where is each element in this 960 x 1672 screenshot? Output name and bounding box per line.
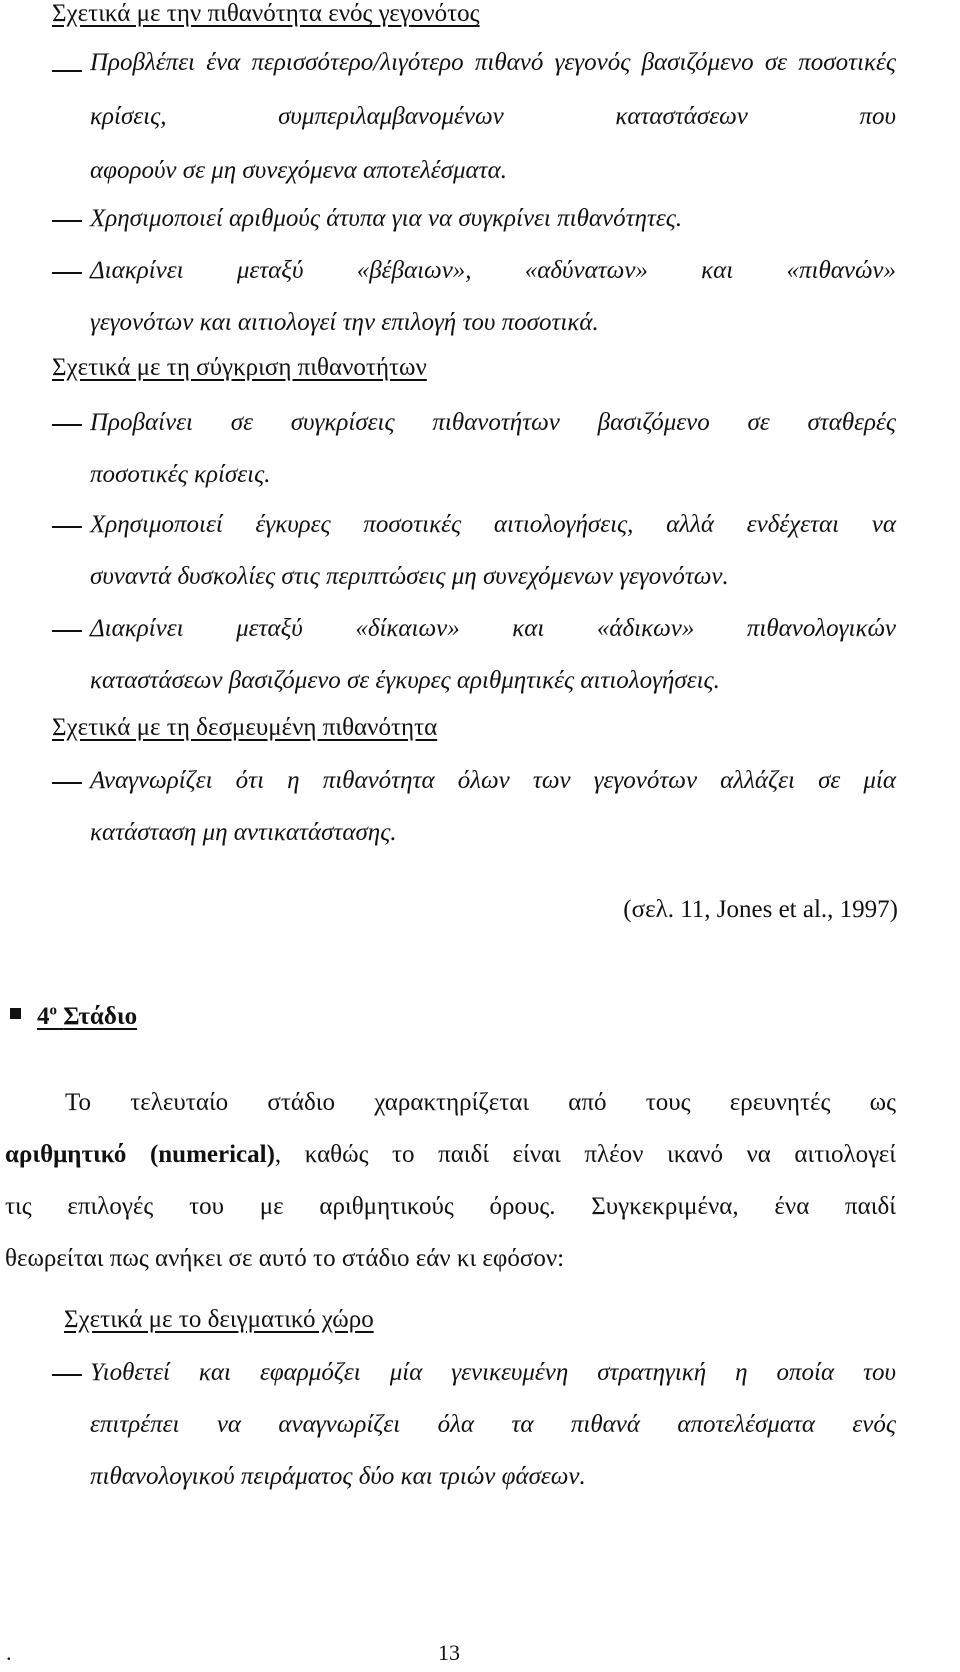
list-item-continuation: γεγονότων και αιτιολογεί την επιλογή του ποσοτικά. (90, 309, 599, 336)
page-number: 13 (438, 1640, 460, 1665)
list-item: Αναγνωρίζει ότι η πιθανότητα όλων των γεγονότων αλλάζει σε μία (90, 767, 896, 794)
section-heading-probability-comparison: Σχετικά με τη σύγκριση πιθανοτήτων (52, 354, 427, 381)
stage-superscript: ο (49, 1003, 57, 1019)
list-dash (52, 424, 82, 426)
section-heading-conditional-probability: Σχετικά με τη δεσμευμένη πιθανότητα (52, 714, 438, 741)
list-dash (52, 220, 82, 222)
list-item: Προβλέπει ένα περισσότερο/λιγότερο πιθανό γεγονός βασιζόμενο σε ποσοτικές κρίσεις, συμπεριλαμβανομένων καταστάσεων που (90, 49, 896, 130)
paragraph-line: τις επιλογές του με αριθμητικούς όρους. Συγκεκριμένα, ένα παιδί (5, 1193, 896, 1220)
list-item-continuation: κατάσταση μη αντικατάστασης. (90, 819, 397, 846)
list-dash (52, 1374, 82, 1376)
list-item-continuation: ποσοτικές κρίσεις. (90, 461, 271, 488)
paragraph-line: Το τελευταίο στάδιο χαρακτηρίζεται από τους ερευνητές ως (65, 1089, 896, 1116)
list-dash (52, 630, 82, 632)
paragraph-line: αριθμητικό (numerical), καθώς το παιδί είναι πλέον ικανό να αιτιολογεί (5, 1141, 896, 1168)
list-item: Προβαίνει σε συγκρίσεις πιθανοτήτων βασιζόμενο σε σταθερές (90, 409, 896, 436)
paragraph-line: θεωρείται πως ανήκει σε αυτό το στάδιο εάν κι εφόσον: (5, 1245, 565, 1272)
list-item-continuation: επιτρέπει να αναγνωρίζει όλα τα πιθανά αποτελέσματα ενός (90, 1411, 896, 1438)
citation: (σελ. 11, Jones et al., 1997) (623, 896, 898, 923)
list-dash (52, 526, 82, 528)
stage-number: 4 (37, 1003, 50, 1031)
footer-dot: . (6, 1640, 12, 1665)
section-heading-probability-of-event: Σχετικά με την πιθανότητα ενός γεγονότος (52, 0, 480, 27)
square-bullet-icon (10, 1008, 21, 1019)
list-item-continuation: καταστάσεων βασιζόμενο σε έγκυρες αριθμητικές αιτιολογήσεις. (90, 667, 720, 694)
list-item-continuation: αφορούν σε μη συνεχόμενα αποτελέσματα. (90, 157, 507, 184)
bold-term: αριθμητικό (numerical) (5, 1141, 275, 1168)
list-item-continuation: συναντά δυσκολίες στις περιπτώσεις μη συνεχόμενων γεγονότων. (90, 563, 729, 590)
list-dash (52, 782, 82, 784)
list-item: Υιοθετεί και εφαρμόζει μία γενικευμένη στρατηγική η οποία του (90, 1359, 896, 1386)
list-item-continuation: πιθανολογικού πειράματος δύο και τριών φάσεων. (90, 1463, 586, 1490)
list-item: Χρησιμοποιεί αριθμούς άτυπα για να συγκρίνει πιθανότητες. (90, 205, 683, 232)
list-item: Διακρίνει μεταξύ «δίκαιων» και «άδικων» πιθανολογικών (90, 615, 896, 642)
section-heading-sample-space: Σχετικά με το δειγματικό χώρο (64, 1306, 374, 1333)
list-item: Διακρίνει μεταξύ «βέβαιων», «αδύνατων» και «πιθανών» (90, 257, 896, 284)
stage-title: Στάδιο (63, 1003, 138, 1031)
stage-heading (10, 1003, 137, 1031)
list-item: Χρησιμοποιεί έγκυρες ποσοτικές αιτιολογήσεις, αλλά ενδέχεται να (90, 511, 896, 538)
list-dash (52, 70, 82, 72)
list-dash (52, 272, 82, 274)
